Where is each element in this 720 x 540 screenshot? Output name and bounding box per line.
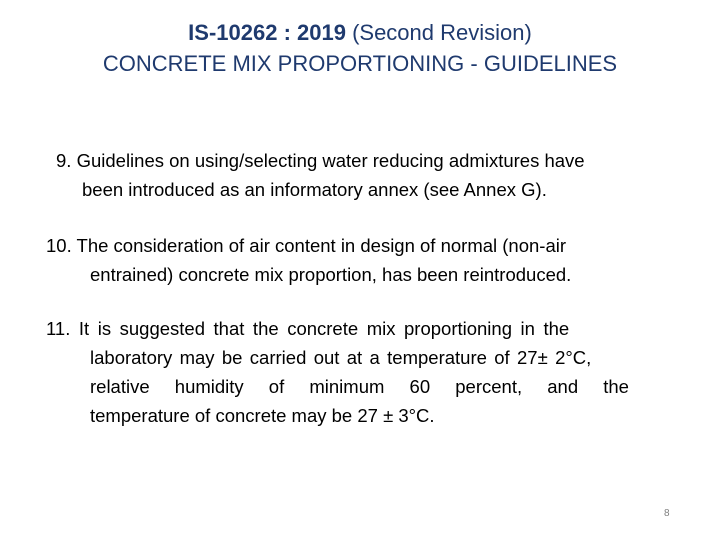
- item-text-line: The consideration of air content in design of normal (non-air: [76, 235, 567, 256]
- item-number: 9.: [56, 150, 72, 171]
- guideline-item-9: [56, 146, 696, 204]
- title-subtitle: CONCRETE MIX PROPORTIONING - GUIDELINES: [102, 51, 618, 76]
- slide-title: [0, 18, 720, 80]
- item-text-line: entrained) concrete mix proportion, has been reintroduced.: [90, 264, 572, 285]
- item-text-line: been introduced as an informatory annex (see Annex G).: [82, 179, 547, 200]
- page-number: 8: [664, 508, 670, 519]
- item-text-line: It is suggested that the concrete mix proportioning in the: [78, 318, 570, 339]
- item-text-line: relative humidity of minimum 60 percent, and the: [90, 376, 629, 397]
- item-number: 10.: [46, 235, 72, 256]
- guideline-item-11: [46, 314, 690, 430]
- item-text-line: temperature of concrete may be 27 ± 3°C.: [90, 405, 435, 426]
- item-number: 11.: [46, 318, 71, 339]
- title-line: [0, 18, 720, 48]
- revision-label: (Second Revision): [345, 20, 532, 45]
- item-text-line: laboratory may be carried out at a temperature of 27± 2°C,: [90, 347, 592, 368]
- item-text-line: Guidelines on using/selecting water reducing admixtures have: [76, 150, 585, 171]
- guideline-item-10: [46, 231, 692, 289]
- standard-code: IS-10262 : 2019: [188, 20, 346, 45]
